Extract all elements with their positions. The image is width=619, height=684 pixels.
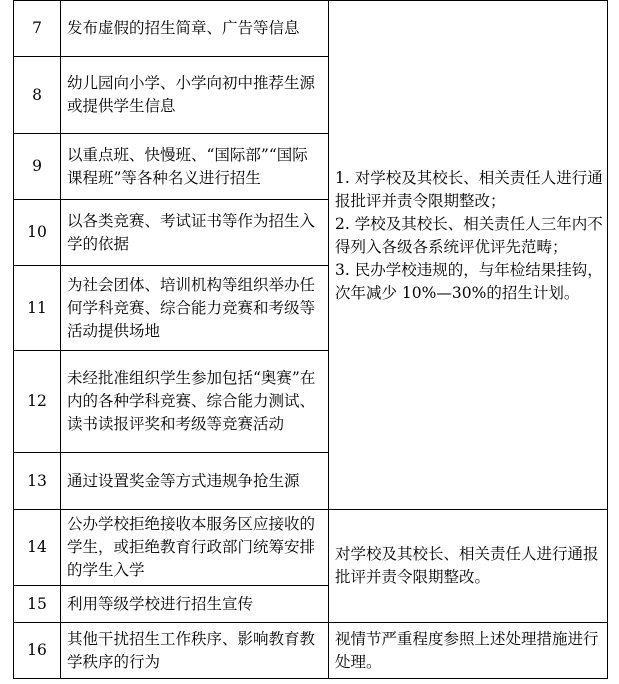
penalty-group-1 [329,1,608,510]
row-number: 12 [14,351,61,453]
penalty-text: 对学校及其校长、相关责任人进行通报批评并责令限期整改。 [335,545,599,586]
penalty-text: 1. 对学校及其校长、相关责任人进行通报批评并责令限期整改； 2. 学校及其校长、相关责任人三年内不得列入各级各系统评优评先范畴； 3. 民办学校违规的，与年检结果挂钩，次年减少 10%—30%的招生计划。 [335,169,603,302]
row-number: 10 [14,200,61,266]
row-number: 13 [14,453,61,510]
row-number: 7 [14,1,61,57]
violation-text: 为社会团体、培训机构等组织举办任何学科竞赛、综合能力竞赛和考级等活动提供场地 [61,266,329,351]
table-row [14,1,608,57]
violation-text: 以各类竞赛、考试证书等作为招生入学的依据 [61,200,329,266]
violation-text: 通过设置奖金等方式违规争抢生源 [61,453,329,510]
row-number: 11 [14,266,61,351]
penalty-text: 视情节严重程度参照上述处理措施进行处理。 [335,629,599,671]
row-number: 14 [14,510,61,586]
penalty-group-2 [329,510,608,623]
penalty-table [13,0,608,679]
violation-text: 公办学校拒绝接收本服务区应接收的学生，或拒绝教育行政部门统筹安排的学生入学 [61,510,329,586]
violation-text: 未经批准组织学生参加包括“奥赛”在内的各种学科竞赛、综合能力测试、读书读报评奖和考级等竞赛活动 [61,351,329,453]
row-number: 16 [14,623,61,679]
row-number: 9 [14,134,61,200]
violation-text: 幼儿园向小学、小学向初中推荐生源或提供学生信息 [61,57,329,134]
row-number: 15 [14,586,61,623]
violation-text: 其他干扰招生工作秩序、影响教育教学秩序的行为 [61,623,329,679]
violation-text: 以重点班、快慢班、“国际部”“国际课程班”等各种名义进行招生 [61,134,329,200]
violation-text: 利用等级学校进行招生宣传 [61,586,329,623]
row-number: 8 [14,57,61,134]
table-row [14,510,608,586]
table-row [14,623,608,679]
violation-text: 发布虚假的招生简章、广告等信息 [61,1,329,57]
penalty-group-3 [329,623,608,679]
